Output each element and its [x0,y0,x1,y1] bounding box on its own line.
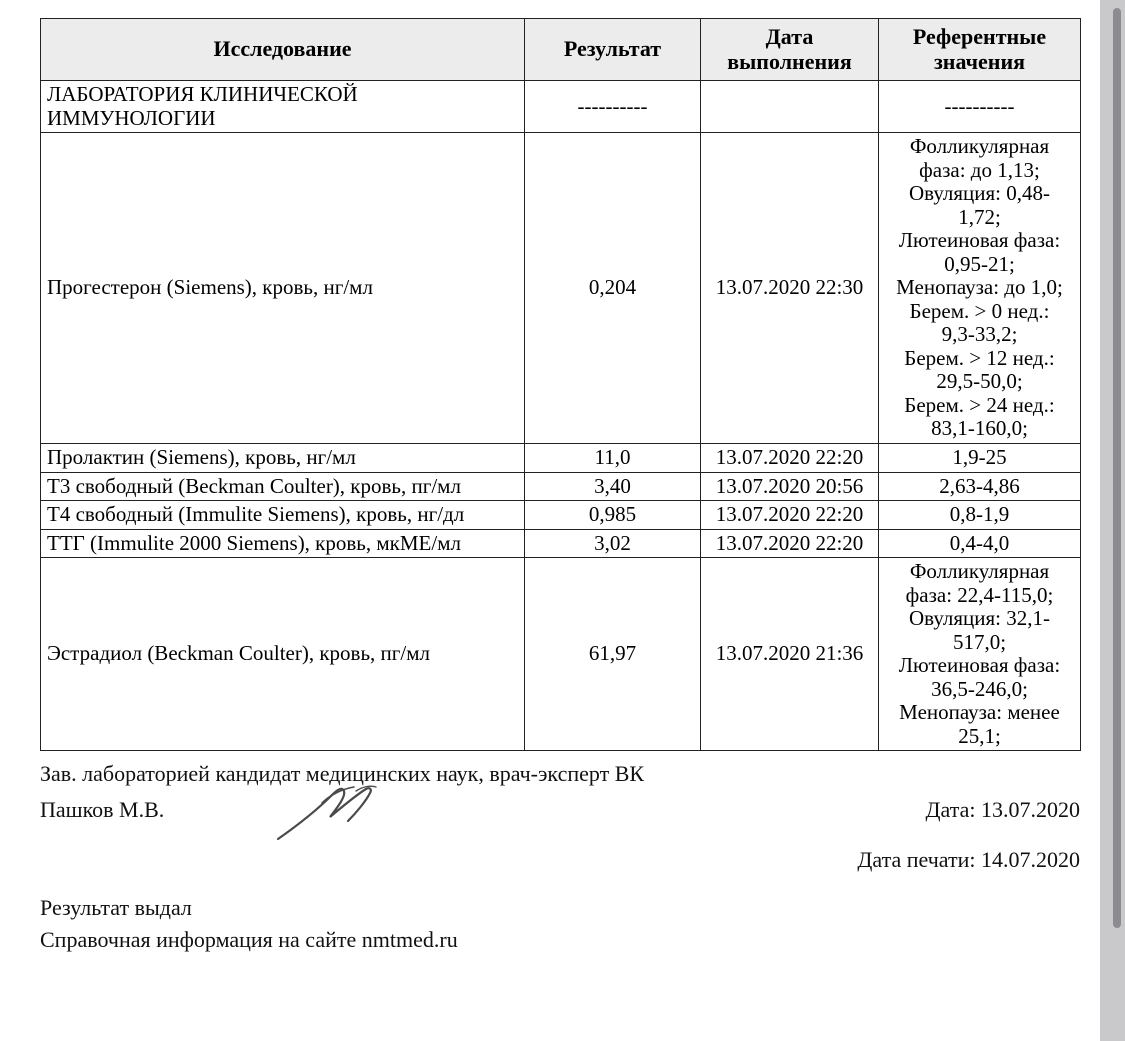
doctor-name: Пашков М.В. [40,797,165,823]
reference-line: Берем. > 0 нед.: [909,298,1050,323]
reference-line: Берем. > 12 нед.: [904,345,1055,370]
cell-reference [879,133,1081,444]
issued-by-label: Результат выдал [40,895,192,921]
signature-icon [270,783,400,843]
cell-study-name: Т4 свободный (Immulite Siemens), кровь, нг/дл [41,501,525,530]
reference-line: Берем. > 24 нед.: [904,392,1055,417]
column-header-date-line1: Дата [765,24,814,49]
reference-info: Справочная информация на сайте nmtmed.ru [40,927,458,953]
reference-line: 517,0; [952,629,1007,654]
column-header-study: Исследование [41,19,525,81]
reference-line: 1,9-25 [952,444,1007,469]
footer-tail [40,895,1080,953]
table-header-row [41,19,1081,81]
cell-result: 0,204 [525,133,701,444]
document-footer [40,761,1080,953]
table-row [41,558,1081,751]
lab-head-position: Зав. лабораторией кандидат медицинских наук, врач-эксперт ВК [40,761,645,787]
table-row [41,133,1081,444]
column-header-date-line2: выполнения [727,48,852,74]
cell-date: 13.07.2020 21:36 [701,558,879,751]
cell-date: 13.07.2020 20:56 [701,472,879,501]
column-header-date [701,19,879,81]
reference-line: фаза: 22,4-115,0; [905,582,1054,607]
cell-reference [879,529,1081,558]
print-date: Дата печати: 14.07.2020 [857,847,1080,873]
reference-lines [885,532,1074,556]
reference-line: 0,4-4,0 [949,530,1010,555]
table-row [41,501,1081,530]
cell-study-name: ЛАБОРАТОРИЯ КЛИНИЧЕСКОЙ ИММУНОЛОГИИ [41,81,525,133]
column-header-reference-line2: значения [933,48,1026,74]
cell-reference [879,81,1081,133]
column-header-result: Результат [525,19,701,81]
column-header-reference [879,19,1081,81]
cell-result: ---------- [525,81,701,133]
cell-reference [879,501,1081,530]
lab-results-table [40,18,1081,751]
reference-line: 83,1-160,0; [931,416,1028,441]
table-row [41,529,1081,558]
reference-line: Лютеиновая фаза: [898,228,1061,253]
reference-line: 1,72; [958,204,1001,229]
cell-reference [879,443,1081,472]
reference-line: 0,8-1,9 [949,502,1010,527]
reference-line: 9,3-33,2; [941,322,1018,347]
signature-row [40,795,1080,841]
table-header [41,19,1081,81]
cell-date: 13.07.2020 22:20 [701,443,879,472]
reference-line: 2,63-4,86 [939,473,1020,498]
cell-reference [879,558,1081,751]
reference-line: Менопауза: менее [899,700,1060,725]
cell-date: 13.07.2020 22:30 [701,133,879,444]
reference-lines [885,135,1074,441]
reference-line: Фолликулярная [909,559,1050,584]
scrollbar-thumb[interactable] [1113,8,1121,928]
reference-line: Овуляция: 0,48- [908,181,1051,206]
reference-line: фаза: до 1,13; [919,157,1040,182]
reference-line: 0,95-21; [944,251,1015,276]
reference-line: 25,1; [958,723,1001,748]
cell-result: 0,985 [525,501,701,530]
reference-line: Овуляция: 32,1- [908,606,1051,631]
reference-line: Менопауза: до 1,0; [896,275,1063,300]
reference-line: 29,5-50,0; [936,369,1023,394]
reference-line: Фолликулярная [909,134,1050,159]
cell-result: 61,97 [525,558,701,751]
cell-reference [879,472,1081,501]
reference-lines [885,560,1074,748]
cell-study-name: Прогестерон (Siemens), кровь, нг/мл [41,133,525,444]
cell-result: 3,02 [525,529,701,558]
cell-study-name: Эстрадиол (Beckman Coulter), кровь, пг/мл [41,558,525,751]
reference-line: 36,5-246,0; [931,676,1028,701]
reference-lines [885,503,1074,527]
table-row [41,472,1081,501]
reference-line: ---------- [944,94,1015,118]
cell-result: 3,40 [525,472,701,501]
table-body [41,81,1081,751]
cell-date [701,81,879,133]
table-row [41,443,1081,472]
cell-study-name: Пролактин (Siemens), кровь, нг/мл [41,443,525,472]
report-date: Дата: 13.07.2020 [925,797,1080,823]
cell-date: 13.07.2020 22:20 [701,501,879,530]
reference-line: Лютеиновая фаза: [898,653,1061,678]
reference-lines [885,95,1074,119]
table-row [41,81,1081,133]
cell-date: 13.07.2020 22:20 [701,529,879,558]
reference-lines [885,475,1074,499]
page-scrollbar[interactable] [1111,0,1121,1041]
column-header-reference-line1: Референтные [912,24,1047,49]
reference-lines [885,446,1074,470]
cell-study-name: ТТГ (Immulite 2000 Siemens), кровь, мкМЕ/мл [41,529,525,558]
cell-study-name: Т3 свободный (Beckman Coulter), кровь, пг/мл [41,472,525,501]
cell-result: 11,0 [525,443,701,472]
